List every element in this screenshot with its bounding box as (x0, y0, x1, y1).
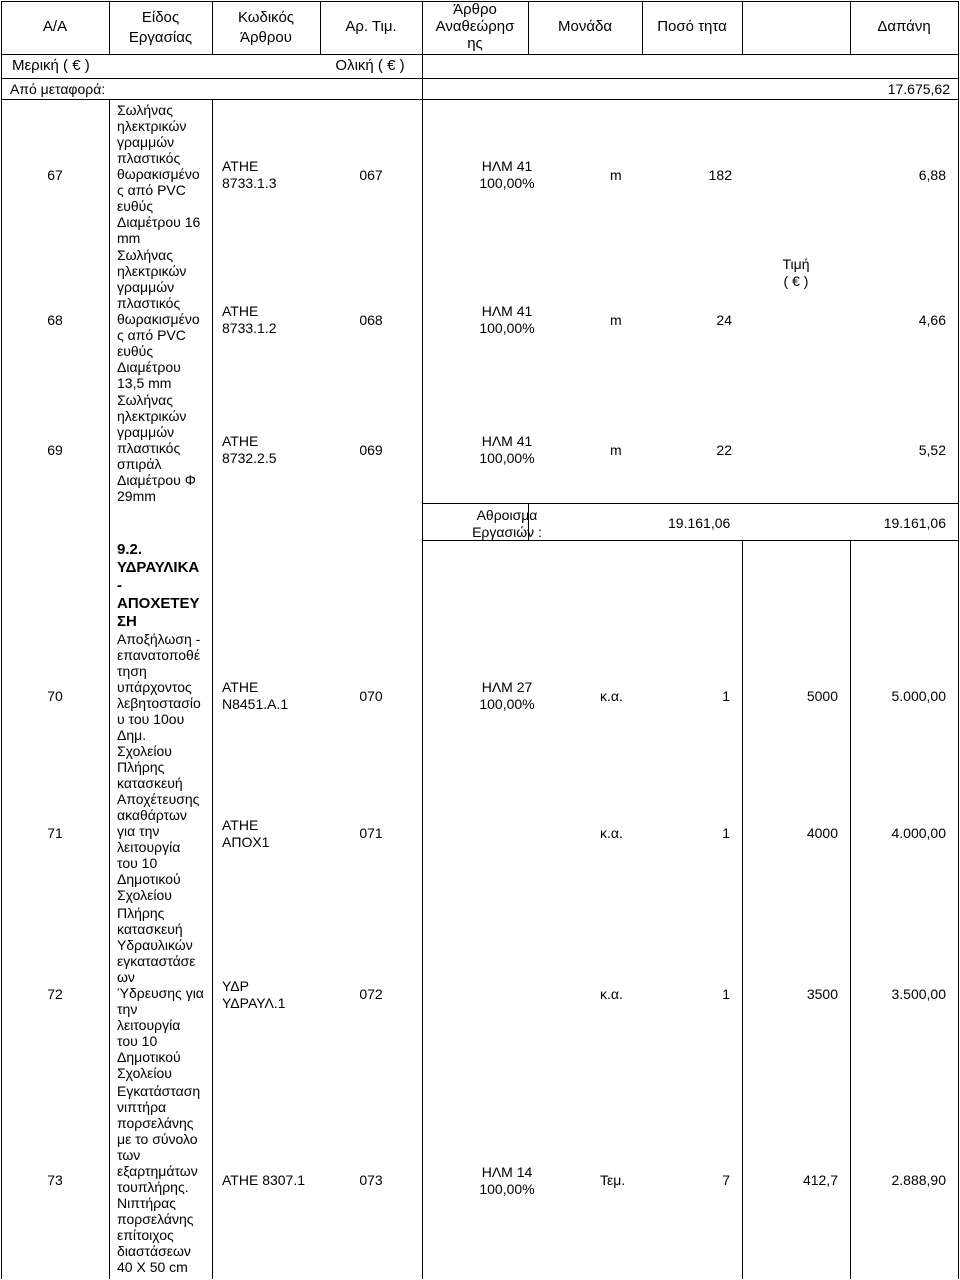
header-kodikos-1: Κωδικός (237, 9, 295, 26)
header-divider (1, 54, 959, 55)
header-ar-tim: Αρ. Τιμ. (345, 18, 397, 35)
row-68-arthro-1: ΗΛΜ 41 (481, 303, 533, 319)
row-70-arthro-2: 100,00% (479, 696, 535, 712)
row-68-ar-tim: 068 (359, 312, 383, 328)
row-71-desc: Πλήρης κατασκευή Αποχέτευσης ακαθάρτων για την λειτουργία του 10 Δημοτικού Σχολείου (117, 759, 200, 903)
row-67-ar-tim: 067 (359, 167, 383, 183)
row-71-price: 4000 (806, 825, 838, 841)
border-left (1, 1, 2, 1279)
header-eidos-1: Είδος (141, 9, 180, 26)
subtotal-value-2: 19.161,06 (883, 515, 946, 531)
row-69-code-1: ΑΤΗΕ (222, 433, 259, 449)
row-72-unit: κ.α. (600, 986, 623, 1002)
row-68-desc: Σωλήνας ηλεκτρικών γραμμών πλαστικός θωρακισμένο ς από PVC ευθύς Διαμέτρου 13,5 mm (117, 247, 200, 391)
row-68-arthro-2: 100,00% (479, 320, 535, 336)
header-monada: Μονάδα (557, 18, 613, 35)
row-71-qty: 1 (722, 825, 730, 841)
section-title: 9.2. ΥΔΡΑΥΛΙΚΑ - ΑΠΟΧΕΤΕΥ ΣΗ (117, 541, 200, 630)
row-67-amount: 6,88 (918, 167, 946, 183)
row-70-unit: κ.α. (600, 688, 623, 704)
row-73-arthro-1: ΗΛΜ 14 (481, 1164, 533, 1180)
row-69-aa: 69 (47, 442, 63, 458)
subheader-meriki: Μερική ( € ) (12, 57, 90, 74)
row-73-qty: 7 (722, 1172, 730, 1188)
subheader-divider (1, 78, 959, 79)
row-68-code-1: ΑΤΗΕ (222, 303, 259, 319)
row-73-code: ΑΤΗΕ 8307.1 (222, 1172, 306, 1188)
header-arthro-1: Άρθρο (453, 1, 497, 18)
row-72-amount: 3.500,00 (891, 986, 946, 1002)
row-70-arthro-1: ΗΛΜ 27 (481, 679, 533, 695)
row-70-ar-tim: 070 (359, 688, 383, 704)
row-67-desc: Σωλήνας ηλεκτρικών γραμμών πλαστικός θωρακισμένο ς από PVC ευθύς Διαμέτρου 16 mm (117, 102, 201, 246)
row-73-ar-tim: 073 (359, 1172, 383, 1188)
row-67-arthro-2: 100,00% (479, 175, 535, 191)
row-73-aa: 73 (47, 1172, 63, 1188)
carry-forward-label: Από μεταφορά: (10, 81, 106, 97)
col-line-4 (422, 1, 423, 1279)
row-69-code-2: 8732.2.5 (222, 450, 277, 466)
row-67-aa: 67 (47, 167, 63, 183)
header-arthro-3: ης (467, 35, 483, 52)
header-kodikos-2: Άρθρου (240, 29, 292, 46)
row-73-arthro-2: 100,00% (479, 1181, 535, 1197)
row-69-unit: m (610, 442, 622, 458)
row-67-qty: 182 (708, 167, 732, 183)
header-eidos-2: Εργασίας (128, 29, 193, 46)
row-67-arthro-1: ΗΛΜ 41 (481, 158, 533, 174)
carry-divider (1, 99, 959, 100)
subtotal-top-line (422, 503, 959, 504)
timi-label-2: ( € ) (783, 273, 809, 289)
row-72-qty: 1 (722, 986, 730, 1002)
col-line-8b (850, 540, 851, 1279)
row-72-aa: 72 (47, 986, 63, 1002)
col-line-7b (742, 540, 743, 1279)
border-right (958, 1, 959, 1279)
row-73-unit: Τεμ. (600, 1172, 626, 1188)
carry-forward-value: 17.675,62 (887, 81, 950, 97)
row-71-unit: κ.α. (600, 825, 623, 841)
row-68-aa: 68 (47, 312, 63, 328)
row-72-ar-tim: 072 (359, 986, 383, 1002)
row-72-desc: Πλήρης κατασκευή Υδραυλικών εγκαταστάσε ων Ύδρευσης για την λειτουργία του 10 Δημοτικού Σχολείου (117, 905, 204, 1081)
row-70-desc: Αποξήλωση - επανατοποθέ τηση υπάρχοντος λεβητοστασίο υ του 10ου Δημ. Σχολείου (117, 631, 201, 759)
row-69-qty: 22 (716, 442, 732, 458)
row-73-price: 412,7 (802, 1172, 838, 1188)
header-dapani: Δαπάνη (877, 18, 931, 35)
row-70-code-2: Ν8451.Α.1 (222, 696, 289, 712)
row-69-arthro-2: 100,00% (479, 450, 535, 466)
subtotal-label-1: Αθροισμα (476, 507, 538, 523)
header-aa: Α/Α (42, 18, 68, 35)
row-67-code-1: ΑΤΗΕ (222, 158, 259, 174)
row-71-amount: 4.000,00 (891, 825, 946, 841)
row-71-code-2: ΑΠΟΧ1 (222, 834, 270, 850)
row-67-unit: m (610, 167, 622, 183)
row-68-qty: 24 (716, 312, 732, 328)
col-line-1b (109, 99, 110, 1279)
row-72-code-2: ΥΔΡΑΥΛ.1 (222, 995, 286, 1011)
row-68-code-2: 8733.1.2 (222, 320, 277, 336)
col-line-2b (212, 99, 213, 1279)
row-71-aa: 71 (47, 825, 63, 841)
row-67-code-2: 8733.1.3 (222, 175, 277, 191)
row-70-amount: 5.000,00 (891, 688, 946, 704)
row-69-arthro-1: ΗΛΜ 41 (481, 433, 533, 449)
subheader-oliki: Ολική ( € ) (335, 57, 405, 74)
row-69-desc: Σωλήνας ηλεκτρικών γραμμών πλαστικός σπιράλ Διαμέτρου Φ 29mm (117, 392, 196, 504)
row-73-desc: Εγκατάσταση νιπτήρα πορσελάνης με το σύνολο των εξαρτημάτων τουπλήρης. Νιπτήρας πορσελάνης επίτοιχος διαστάσεων 40 Χ 50 cm (117, 1083, 201, 1275)
row-73-amount: 2.888,90 (891, 1172, 946, 1188)
row-68-amount: 4,66 (918, 312, 946, 328)
col-line-1 (109, 1, 110, 54)
row-69-ar-tim: 069 (359, 442, 383, 458)
col-line-2 (212, 1, 213, 54)
timi-label-1: Τιμή (782, 256, 810, 272)
row-68-unit: m (610, 312, 622, 328)
subtotal-bottom-line (422, 540, 959, 541)
row-72-price: 3500 (806, 986, 838, 1002)
row-70-code-1: ΑΤΗΕ (222, 679, 259, 695)
header-posotita: Ποσό τητα (657, 18, 727, 35)
row-69-amount: 5,52 (918, 442, 946, 458)
row-70-qty: 1 (722, 688, 730, 704)
row-70-aa: 70 (47, 688, 63, 704)
header-arthro-2: Αναθεώρησ (435, 18, 515, 35)
row-72-code-1: ΥΔΡ (222, 978, 249, 994)
subtotal-label-2: Εργασιών : (472, 524, 542, 540)
row-70-price: 5000 (806, 688, 838, 704)
row-71-ar-tim: 071 (359, 825, 383, 841)
col-line-7 (742, 1, 743, 54)
row-71-code-1: ΑΤΗΕ (222, 817, 259, 833)
subtotal-value-1: 19.161,06 (668, 515, 731, 531)
